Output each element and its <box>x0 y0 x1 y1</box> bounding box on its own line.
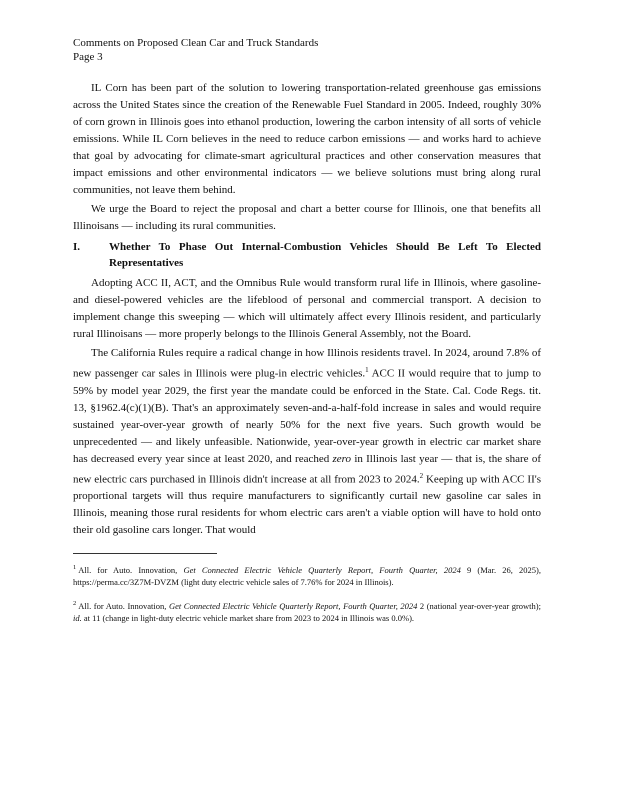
footnote-2 <box>73 598 541 624</box>
paragraph-4-part-b: ACC II would require that to jump to 59% by model year 2029, the first year the mandate could be enforced in the State. Cal. Code Regs. tit. 13, §1962.4(c)(1)(B). That's an approximately seven-and-a-half-fold increase in sales and would require sustained year-over-year growth of nearly 50% for the next five years. Such growth would be unprecedented — and likely unfeasible. Nationwide, year-over-year growth in electric car market share has decreased every year since at least 2020, and reached <box>73 367 541 465</box>
footnote-2-id: id. <box>73 612 82 623</box>
footnote-1-report-title: Get Connected Electric Vehicle Quarterly Report, Fourth Quarter, 2024 <box>183 565 461 576</box>
footnote-1-mark: 1 <box>73 564 77 572</box>
paragraph-4-part-d: in Illinois last year — that is, the share of new electric cars purchased in Illinois didn't increase at all from 2023 to 2024. <box>73 452 541 486</box>
footnote-1-part-c: 9 (Mar. 26, 2025), https://perma.cc/3Z7M-DVZM (light duty electric vehicle sales of 7.76% for 2024 in Illinois). <box>73 565 541 588</box>
section-heading <box>73 239 541 271</box>
paragraph-4-part-a: The California Rules require a radical change in how Illinois residents travel. In 2024, around 7.8% of new passenger car sales in Illinois were plug-in electric vehicles. <box>73 347 541 380</box>
footnote-2-part-e: at 11 (change in light-duty electric vehicle market share from 2023 to 2024 in Illinois was 0.0%). <box>81 612 415 623</box>
footnote-1 <box>73 562 541 588</box>
body-paragraph-1: IL Corn has been part of the solution to lowering transportation-related greenhouse gas emissions across the United States since the creation of the Renewable Fuel Standard in 2005. Indeed, roughly 30% of corn grown in Illinois goes into ethanol production, lowering the carbon intensity of all sorts of vehicle emissions. While IL Corn believes in the need to reduce carbon emissions — and works hard to achieve that goal by advocating for climate-smart agricultural practices and other conservation measures that impact emissions and other environmental indicators — we believe solutions must bring along rural communities, not leave them behind. <box>73 82 541 196</box>
footnote-2-part-a: All. for Auto. Innovation, <box>78 600 169 611</box>
body-paragraph-2: We urge the Board to reject the proposal and chart a better course for Illinois, one that benefits all Illinoisans — including its rural communities. <box>73 203 541 232</box>
body-paragraph-4 <box>73 345 541 539</box>
document-title: Comments on Proposed Clean Car and Truck Standards <box>73 37 319 49</box>
document-page <box>73 36 541 634</box>
paragraph-4-emphasis: zero <box>332 452 352 465</box>
body-paragraph-3: Adopting ACC II, ACT, and the Omnibus Rule would transform rural life in Illinois, where gasoline- and diesel-powered vehicles are the lifeblood of personal and commercial transport. A decision to implement change this sweeping — which will ultimately affect every Illinois resident, and particularly rural Illinoisans — more properly belongs to the Illinois General Assembly, not the Board. <box>73 277 541 340</box>
footnote-ref-2[interactable]: 2 <box>419 471 424 480</box>
footnote-2-part-c: 2 (national year-over-year growth); <box>417 600 541 611</box>
paragraph-4-part-e: Keeping up with ACC II's proportional targets will thus require manufacturers to significantly curtail new gasoline car sales in Illinois, meaning those rural residents for whom electric cars aren't a viable option will have to hold onto their old gasoline cars longer. That would <box>73 473 541 537</box>
section-title: Whether To Phase Out Internal-Combustion Vehicles Should Be Left To Elected Representatives <box>109 241 541 269</box>
footnote-2-mark: 2 <box>73 600 77 608</box>
footnote-divider <box>73 553 217 554</box>
page-number: Page 3 <box>73 51 103 63</box>
section-number: I. <box>73 241 81 253</box>
footnote-2-report-title: Get Connected Electric Vehicle Quarterly Report, Fourth Quarter, 2024 <box>168 600 418 611</box>
footnote-ref-1[interactable]: 1 <box>365 366 369 374</box>
footnote-1-part-a: All. for Auto. Innovation, <box>78 565 184 576</box>
